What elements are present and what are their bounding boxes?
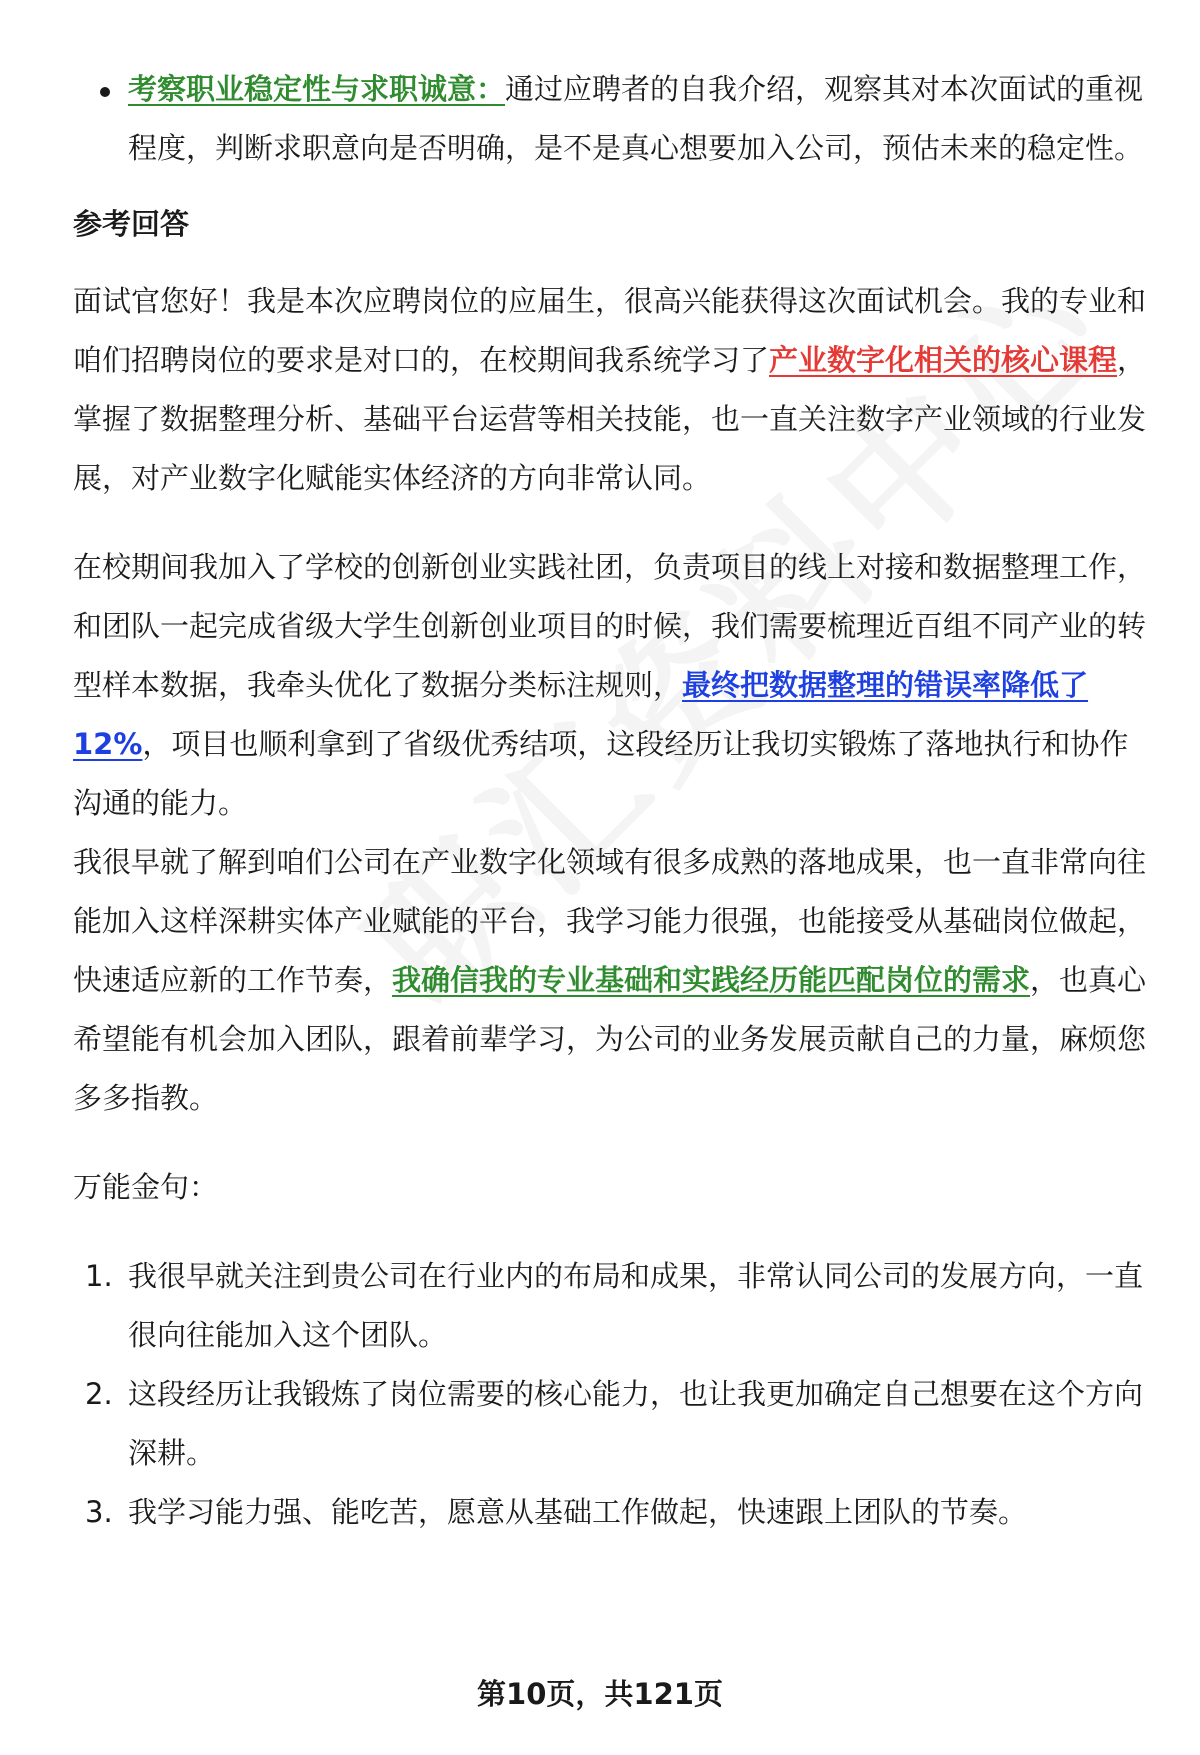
list-item [73,1483,1153,1542]
paragraph-motivation-highlight: 我确信我的专业基础和实践经历能匹配岗位的需求 [392,963,1031,997]
list-number: 1. [85,1259,113,1293]
list-text: 这段经历让我锻炼了岗位需要的核心能力，也让我更加确定自己想要在这个方向深耕。 [128,1377,1144,1470]
paragraph-motivation [73,833,1153,1128]
list-text: 我很早就关注到贵公司在行业内的布局和成果，非常认同公司的发展方向，一直很向往能加入这个团队。 [128,1259,1144,1352]
page-number: 第10页，共121页 [477,1677,723,1711]
golden-heading: 万能金句： [73,1170,219,1204]
paragraph-intro [73,272,1153,508]
paragraph-intro-text-1: 面试官您好！我是本次应聘岗位的应届生，很高兴能获得这次面试机会。我的专业和咱们招聘岗位的要求是对口的，在校期间我系统学习了 [73,284,1147,377]
bullet-text: 通过应聘者的自我介绍，观察其对本次面试的重视程度，判断求职意向是否明确，是不是真心想要加入公司，预估未来的稳定性。 [128,72,1144,165]
paragraph-experience-text-1: 在校期间我加入了学校的创新创业实践社团，负责项目的线上对接和数据整理工作，和团队一起完成省级大学生创新创业项目的时候，我们需要梳理近百组不同产业的转型样本数据，我牵头优化了数据分类标注规则， [73,550,1147,702]
list-text: 我学习能力强、能吃苦，愿意从基础工作做起，快速跟上团队的节奏。 [128,1495,1028,1529]
bullet-label: 考察职业稳定性与求职诚意： [128,72,506,106]
paragraph-experience-highlight: 最终把数据整理的错误率降低了12% [73,668,1089,761]
list-number: 2. [85,1377,113,1411]
paragraph-motivation-text-2: ，也真心希望能有机会加入团队，跟着前辈学习，为公司的业务发展贡献自己的力量，麻烦您多多指教。 [73,963,1147,1115]
list-item [73,1247,1153,1365]
document-content [73,60,1153,1542]
list-item [73,1365,1153,1483]
paragraph-intro-highlight: 产业数字化相关的核心课程 [769,343,1118,377]
paragraph-experience-text-2: ，项目也顺利拿到了省级优秀结项，这段经历让我切实锻炼了落地执行和协作沟通的能力。 [73,727,1129,820]
paragraph-motivation-text-1: 我很早就了解到咱们公司在产业数字化领域有很多成熟的落地成果，也一直非常向往能加入这样深耕实体产业赋能的平台，我学习能力很强，也能接受从基础岗位做起，快速适应新的工作节奏， [73,845,1147,997]
bullet-item [73,60,1153,178]
paragraph-experience [73,538,1153,833]
paragraph-intro-text-2: ，掌握了数据整理分析、基础平台运营等相关技能，也一直关注数字产业领域的行业发展，对产业数字化赋能实体经济的方向非常认同。 [73,343,1147,495]
golden-list [73,1247,1153,1542]
reference-heading: 参考回答 [73,207,190,241]
bullet-dot-icon [100,87,110,97]
list-number: 3. [85,1495,113,1529]
